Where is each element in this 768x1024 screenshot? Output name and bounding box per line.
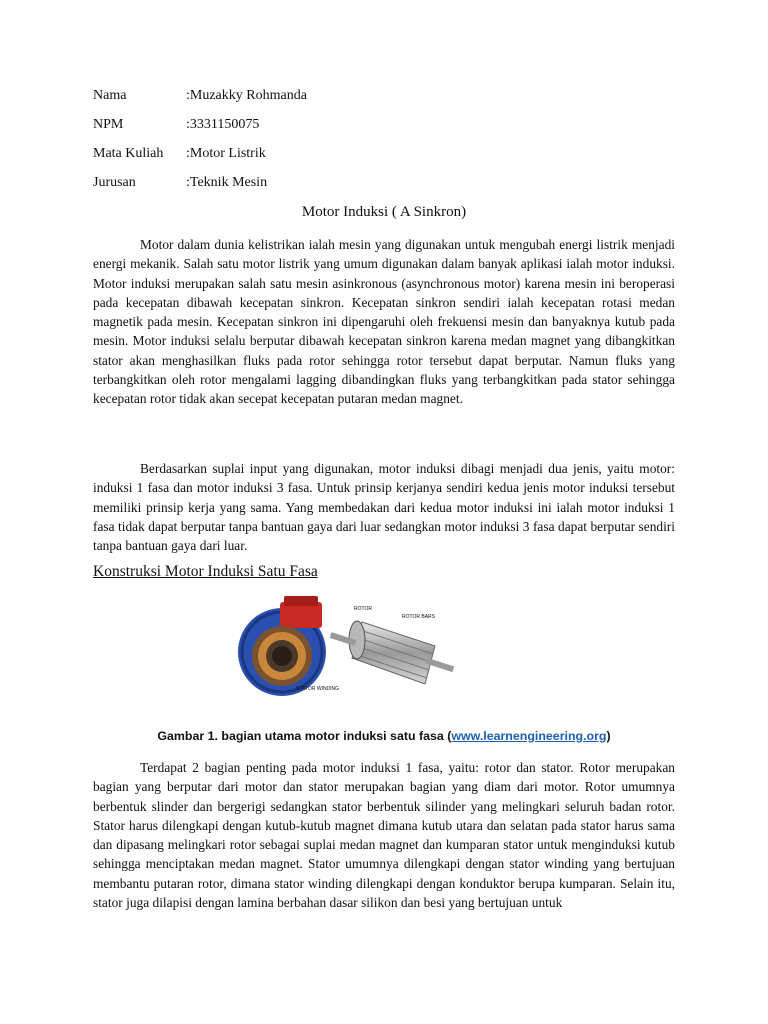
info-row-mata-kuliah <box>93 144 307 173</box>
info-label: Jurusan <box>93 175 136 190</box>
document-title: Motor Induksi ( A Sinkron) <box>301 204 467 220</box>
caption-close: ) <box>606 729 611 743</box>
info-row-jurusan <box>93 173 307 202</box>
info-label: Nama <box>93 88 127 103</box>
paragraph-types: Berdasarkan suplai input yang digunakan, motor induksi dibagi menjadi dua jenis, yaitu motor: induksi 1 fasa dan motor induksi 3 fasa. Untuk prinsip kerjanya sendiri kedua jenis motor induksi tersebut memiliki prinsip kerja yang sama. Yang membedakan dari kedua motor induksi ini ialah motor induksi 1 fasa tidak dapat berputar tanpa bantuan gaya dari luar sedangkan motor induksi 3 fasa dapat berputar sendiri tanpa bantuan gaya dari luar. <box>93 461 675 554</box>
section-heading: Konstruksi Motor Induksi Satu Fasa <box>93 563 318 580</box>
caption-text: Gambar 1. bagian utama motor induksi satu fasa ( <box>157 729 452 743</box>
info-value: :Teknik Mesin <box>186 175 268 190</box>
info-row-npm <box>93 115 307 144</box>
figure-label-rotor: ROTOR <box>354 606 372 612</box>
info-row-nama <box>93 86 307 115</box>
rotor-image <box>330 621 455 684</box>
info-label: Mata Kuliah <box>93 146 164 161</box>
paragraph-construction: Terdapat 2 bagian penting pada motor induksi 1 fasa, yaitu: rotor dan stator. Rotor merupakan bagian yang berputar dari motor dan stator merupakan bagian yang diam dari motor. Rotor umumnya berbentuk slinder dan bergerigi sedangkan stator berbentuk silinder yang melingkari seluruh badan rotor. Stator harus dilengkapi dengan kutub-kutub magnet dimana kutub utara dan selatan pada stator harus sama dan dipasang melingkari rotor sebagai suplai medan magnet dan kumparan stator untuk menginduksi kutub sehingga menciptakan medan magnet. Stator umumnya dilengkapi dengan stator winding yang bertujuan membantu putaran rotor, dimana stator winding dilengkapi dengan konduktor berupa kumparan. Selain itu, stator juga dilapisi dengan lamina berbahan dasar silikon dan besi yang bertujuan untuk <box>93 760 675 911</box>
student-info <box>93 86 307 202</box>
stator-housing-image <box>238 596 326 696</box>
info-value: :Motor Listrik <box>186 146 266 161</box>
info-value: :Muzakky Rohmanda <box>186 88 307 103</box>
info-value: :3331150075 <box>186 117 260 132</box>
info-label: NPM <box>93 117 124 132</box>
motor-figure <box>230 592 460 702</box>
figure-label-stator-winding: STATOR WINDING <box>296 686 340 692</box>
caption-link[interactable]: www.learnengineering.org <box>451 729 607 743</box>
figure-label-rotor-bars: ROTOR BARS <box>402 614 435 620</box>
paragraph-intro: Motor dalam dunia kelistrikan ialah mesin yang digunakan untuk mengubah energi listrik menjadi energi mekanik. Salah satu motor listrik yang umum digunakan dalam banyak aplikasi ialah motor induksi. Motor induksi merupakan salah satu mesin asinkronous (asynchronous motor) karena mesin ini beroperasi pada kecepatan dibawah kecepatan sinkron. Kecepatan sinkron sendiri ialah kecepatan rotasi medan magnetik pada mesin. Kecepatan sinkron ini dipengaruhi oleh frekuensi mesin dan banyaknya kutub pada mesin. Motor induksi selalu berputar dibawah kecepatan sinkron karena medan magnet yang dibangkitkan stator akan menghasilkan fluks pada rotor sehingga rotor tersebut dapat berputar. Namun fluks yang terbangkitkan oleh rotor mengalami lagging dibandingkan fluks yang terbangkitkan pada stator sehingga kecepatan rotor tidak akan secepat kecepatan putaran medan magnet. <box>93 237 675 407</box>
figure-caption <box>0 729 768 743</box>
